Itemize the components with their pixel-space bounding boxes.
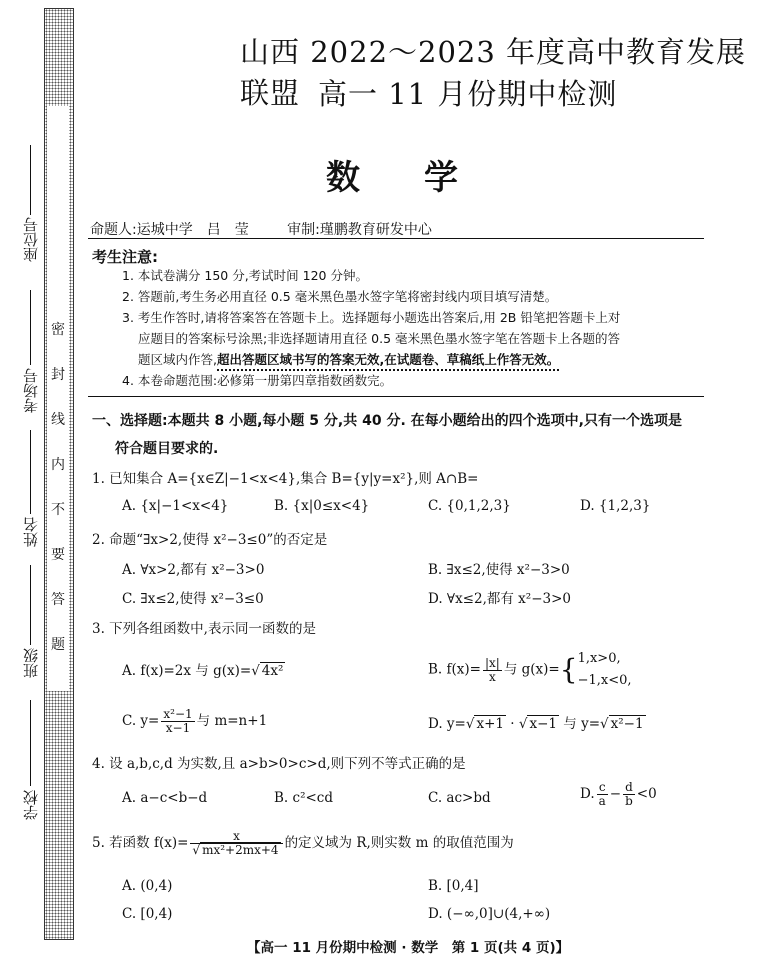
- q3c-text: C. y=: [122, 713, 160, 729]
- school-label: 学校: [22, 790, 40, 820]
- subject-title: 数学: [326, 158, 522, 198]
- q3c-post: 与 m=n+1: [196, 713, 268, 729]
- class-label: 班级: [22, 648, 40, 678]
- exam-room-line[interactable]: [30, 290, 31, 365]
- q3a-radicand: 4x²: [261, 663, 284, 679]
- seat-number-label: 座位号: [22, 217, 40, 262]
- q4d-frac2: [623, 781, 635, 808]
- seal-char: 内: [51, 457, 65, 473]
- question-4-stem: 4. 设 a,b,c,d 为实数,且 a>b>0>c>d,则下列不等式正确的是: [92, 756, 466, 772]
- q3b-den: x: [489, 669, 496, 684]
- question-3-option-b[interactable]: [428, 648, 632, 692]
- question-3-option-c[interactable]: [122, 708, 267, 735]
- q3c-num: x²−1: [163, 707, 193, 721]
- section-1-heading-cont: 符合题目要求的.: [115, 441, 219, 457]
- question-2-option-b[interactable]: B. ∃x≤2,使得 x²−3>0: [428, 562, 570, 578]
- seal-char: 要: [51, 547, 65, 563]
- exam-room-label: 考场号: [22, 368, 40, 413]
- q3b-text: B. f(x)=: [428, 661, 481, 678]
- author-info: [90, 219, 446, 239]
- name-label: 姓名: [22, 517, 40, 547]
- q3d-rad3: x²−1: [610, 716, 644, 732]
- question-3-option-d[interactable]: D. y=√ x+1 · √ x−1 与 y=√ x²−1: [428, 716, 644, 732]
- q3b-fraction: [483, 657, 502, 684]
- seal-char: 封: [51, 367, 65, 383]
- q4d-num1: c: [597, 781, 608, 795]
- question-5-option-a[interactable]: A. (0,4): [122, 878, 173, 894]
- question-5-option-b[interactable]: B. [0,4]: [428, 878, 479, 894]
- question-5-option-c[interactable]: C. [0,4): [122, 906, 173, 922]
- seal-char: 题: [51, 637, 65, 653]
- notice-item-4: 4. 本卷命题范围:必修第一册第四章指数函数完。: [122, 373, 393, 388]
- notice-emphasis: 超出答题区域书写的答案无效,在试题卷、草稿纸上作答无效。: [217, 352, 559, 371]
- q5-den: √ mx²+2mx+4: [192, 843, 279, 857]
- seal-char: 密: [51, 322, 65, 338]
- q3d-mid: 与 y=: [559, 716, 601, 732]
- q3c-fraction: [161, 708, 194, 735]
- seal-char: 不: [51, 502, 65, 518]
- question-3-option-a[interactable]: [122, 659, 285, 679]
- question-1-stem: 1. 已知集合 A={x∈Z|−1<x<4},集合 B={y|y=x²},则 A∩B=: [92, 471, 479, 487]
- notice-title: 考生注意:: [92, 248, 158, 266]
- question-4-option-b[interactable]: B. c²<cd: [274, 790, 333, 806]
- class-line[interactable]: [30, 565, 31, 645]
- question-5-option-d[interactable]: D. (−∞,0]∪(4,+∞): [428, 906, 551, 922]
- question-2-option-c[interactable]: C. ∃x≤2,使得 x²−3≤0: [122, 591, 264, 607]
- q3d-dot: ·: [506, 716, 519, 732]
- q3d-rad2: x−1: [529, 716, 557, 732]
- notice-item-3-end-text: 题区域内作答,: [138, 352, 217, 367]
- q5-fraction: [190, 830, 282, 857]
- question-3-stem: 3. 下列各组函数中,表示同一函数的是: [92, 621, 316, 637]
- seal-char: 答: [51, 592, 65, 608]
- q4d-num2: d: [625, 780, 633, 794]
- seal-char: 线: [51, 412, 65, 428]
- q3a-text: A. f(x)=2x 与 g(x)=: [122, 663, 252, 679]
- q3c-den: x−1: [165, 721, 191, 735]
- q4d-frac1: [597, 781, 608, 808]
- q3d-rad1: x+1: [476, 716, 504, 732]
- notice-item-1: 1. 本试卷满分 150 分,考试时间 120 分钟。: [122, 268, 368, 283]
- q4d-den1: a: [598, 794, 606, 808]
- seat-number-line[interactable]: [30, 145, 31, 215]
- q4d-post: <0: [636, 786, 657, 802]
- q5-stem-post: 的定义域为 R,则实数 m 的取值范围为: [284, 835, 514, 851]
- question-1-option-c[interactable]: C. {0,1,2,3}: [428, 498, 511, 514]
- notice-item-2: 2. 答题前,考生务必用直径 0.5 毫米黑色墨水签字笔将密封线内项目填写清楚。: [122, 289, 558, 304]
- header-rule-bottom: [88, 396, 704, 397]
- question-4-option-c[interactable]: C. ac>bd: [428, 790, 491, 806]
- q5-num: x: [190, 830, 282, 844]
- q3b-case-1: 1,x>0,: [577, 651, 621, 666]
- left-brace: {: [559, 653, 578, 686]
- q3b-cases: [578, 648, 632, 692]
- notice-item-3: 3. 考生作答时,请将答案答在答题卡上。选择题每小题选出答案后,用 2B 铅笔把答题卡上对: [122, 310, 621, 325]
- question-2-option-d[interactable]: D. ∀x≤2,都有 x²−3>0: [428, 591, 571, 607]
- notice-item-3-end: [138, 349, 559, 370]
- q5-stem-pre: 5. 若函数 f(x)=: [92, 835, 189, 851]
- q4d-label: D.: [580, 786, 595, 802]
- seal-line-text: [50, 308, 66, 668]
- header-rule-top: [88, 238, 704, 239]
- question-1-option-b[interactable]: B. {x|0≤x<4}: [274, 498, 370, 514]
- q4d-den2: b: [625, 794, 633, 808]
- exam-title-line2: 高一 11 月份期中检测: [318, 77, 618, 111]
- q3b-mid: 与 g(x)=: [503, 661, 560, 678]
- question-5-stem: [92, 830, 514, 857]
- reviewer: 审制:瑾鹏教育研发中心: [287, 222, 432, 238]
- q3d-text: D. y=: [428, 716, 466, 732]
- school-line[interactable]: [30, 700, 31, 786]
- name-line[interactable]: [30, 430, 31, 514]
- question-2-stem: 2. 命题“∃x>2,使得 x²−3≤0”的否定是: [92, 532, 328, 548]
- author: 命题人:运城中学 吕 莹: [90, 222, 249, 238]
- exam-title-line1: 山西 2022～2023 年度高中教育发展联盟: [240, 35, 747, 110]
- sqrt-sign: √: [251, 663, 260, 679]
- notice-item-3-cont: 应题目的答案标号涂黑;非选择题请用直径 0.5 毫米黑色墨水签字笔在答题卡上各题的答: [138, 331, 621, 346]
- question-1-option-d[interactable]: D. {1,2,3}: [580, 498, 651, 514]
- question-1-option-a[interactable]: A. {x|−1<x<4}: [122, 498, 229, 514]
- q4d-minus: −: [609, 786, 622, 802]
- question-4-option-a[interactable]: A. a−c<b−d: [122, 790, 208, 806]
- q3b-case-2: −1,x<0,: [577, 673, 632, 688]
- q3b-num: |x|: [484, 655, 500, 670]
- q5-radicand: mx²+2mx+4: [202, 843, 279, 857]
- question-2-option-a[interactable]: A. ∀x>2,都有 x²−3>0: [122, 562, 265, 578]
- section-1-heading: 一、选择题:本题共 8 小题,每小题 5 分,共 40 分. 在每小题给出的四个选项中,只有一个选项是: [92, 413, 682, 429]
- question-4-option-d[interactable]: [580, 781, 657, 808]
- page-footer: 【高一 11 月份期中检测 · 数学 第 1 页(共 4 页)】: [247, 940, 570, 956]
